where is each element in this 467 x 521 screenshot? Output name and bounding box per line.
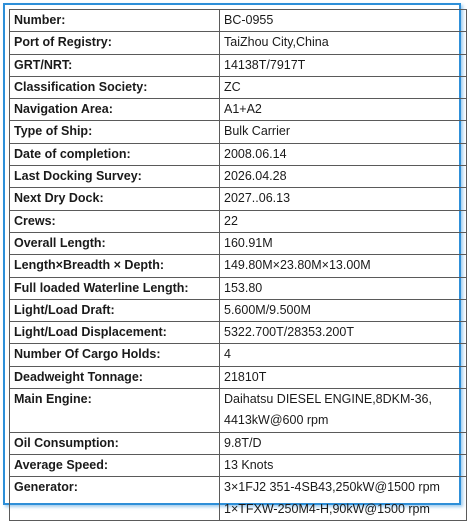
spec-label: Number Of Cargo Holds:: [10, 344, 220, 366]
spec-value-line: 2026.04.28: [224, 169, 287, 184]
spec-label: Number:: [10, 10, 220, 32]
spec-label: Length×Breadth × Depth:: [10, 255, 220, 277]
table-row: [10, 344, 467, 366]
spec-value-line: 3×1FJ2 351-4SB43,250kW@1500 rpm: [224, 480, 440, 495]
spec-table-body: [10, 10, 467, 521]
spec-value-line: 4: [224, 347, 231, 362]
table-row: [10, 54, 467, 76]
spec-value-line: 1×TFXW-250M4-H,90kW@1500 rpm: [224, 501, 430, 516]
spec-label: Navigation Area:: [10, 99, 220, 121]
spec-label: Average Speed:: [10, 454, 220, 476]
spec-label: Date of completion:: [10, 143, 220, 165]
table-row: [10, 188, 467, 210]
spec-value-line: ZC: [224, 79, 241, 94]
spec-value-line: 5322.700T/28353.200T: [224, 325, 354, 340]
spec-value: [220, 32, 467, 54]
spec-value: [220, 54, 467, 76]
table-row: [10, 322, 467, 344]
spec-value-line: BC-0955: [224, 13, 274, 27]
spec-value-line: A1+A2: [224, 102, 262, 117]
spec-value: [220, 454, 467, 476]
spec-label: Full loaded Waterline Length:: [10, 277, 220, 299]
spec-label: Main Engine:: [10, 389, 220, 433]
spec-value-line: 149.80M×23.80M×13.00M: [224, 258, 371, 273]
spec-label: Crews:: [10, 210, 220, 232]
table-row: [10, 232, 467, 254]
spec-value-line: 153.80: [224, 280, 263, 295]
spec-value: [220, 366, 467, 388]
spec-sheet-frame: [3, 3, 461, 516]
spec-label: Type of Ship:: [10, 121, 220, 143]
spec-value: [220, 277, 467, 299]
spec-value-line: 22: [224, 213, 238, 228]
spec-value: [220, 322, 467, 344]
spec-value: [220, 255, 467, 277]
spec-value-line: 4413kW@600 rpm: [224, 413, 329, 428]
spec-value: [220, 344, 467, 366]
spec-label: Last Docking Survey:: [10, 166, 220, 188]
spec-value: [220, 143, 467, 165]
table-row: [10, 277, 467, 299]
spec-value-line: TaiZhou City,China: [224, 35, 329, 50]
table-row: [10, 166, 467, 188]
spec-value-line: 160.91M: [224, 235, 273, 250]
spec-label: Overall Length:: [10, 232, 220, 254]
spec-value: [220, 477, 467, 521]
table-row: [10, 210, 467, 232]
spec-value: [220, 232, 467, 254]
spec-value: [220, 166, 467, 188]
spec-label: Next Dry Dock:: [10, 188, 220, 210]
spec-value-line: 5.600M/9.500M: [224, 302, 311, 317]
table-row: [10, 389, 467, 433]
table-row: [10, 99, 467, 121]
spec-value: [220, 10, 467, 32]
table-row: [10, 366, 467, 388]
spec-label: Classification Society:: [10, 76, 220, 98]
spec-value: [220, 76, 467, 98]
spec-value-line: 2008.06.14: [224, 146, 287, 161]
table-row: [10, 255, 467, 277]
spec-value: [220, 99, 467, 121]
spec-value: [220, 299, 467, 321]
spec-value-line: 2027..06.13: [224, 191, 291, 206]
spec-value-line: 21810T: [224, 369, 267, 384]
ship-specification-table: [9, 9, 467, 521]
spec-value: [220, 210, 467, 232]
table-row: [10, 76, 467, 98]
table-row: [10, 432, 467, 454]
table-row: [10, 10, 467, 32]
spec-value: [220, 188, 467, 210]
spec-value-line: Daihatsu DIESEL ENGINE,8DKM-36,: [224, 392, 432, 407]
table-row: [10, 32, 467, 54]
spec-value-line: 14138T/7917T: [224, 57, 306, 72]
spec-label: GRT/NRT:: [10, 54, 220, 76]
table-row: [10, 477, 467, 521]
spec-label: Light/Load Draft:: [10, 299, 220, 321]
table-row: [10, 454, 467, 476]
spec-value: [220, 121, 467, 143]
table-row: [10, 121, 467, 143]
table-row: [10, 143, 467, 165]
spec-value: [220, 432, 467, 454]
spec-label: Light/Load Displacement:: [10, 322, 220, 344]
spec-value-line: Bulk Carrier: [224, 124, 290, 139]
spec-label: Oil Consumption:: [10, 432, 220, 454]
spec-label: Deadweight Tonnage:: [10, 366, 220, 388]
spec-label: Generator:: [10, 477, 220, 521]
spec-value-line: 9.8T/D: [224, 435, 262, 450]
table-row: [10, 299, 467, 321]
spec-value: [220, 389, 467, 433]
spec-label: Port of Registry:: [10, 32, 220, 54]
spec-value-line: 13 Knots: [224, 457, 274, 472]
